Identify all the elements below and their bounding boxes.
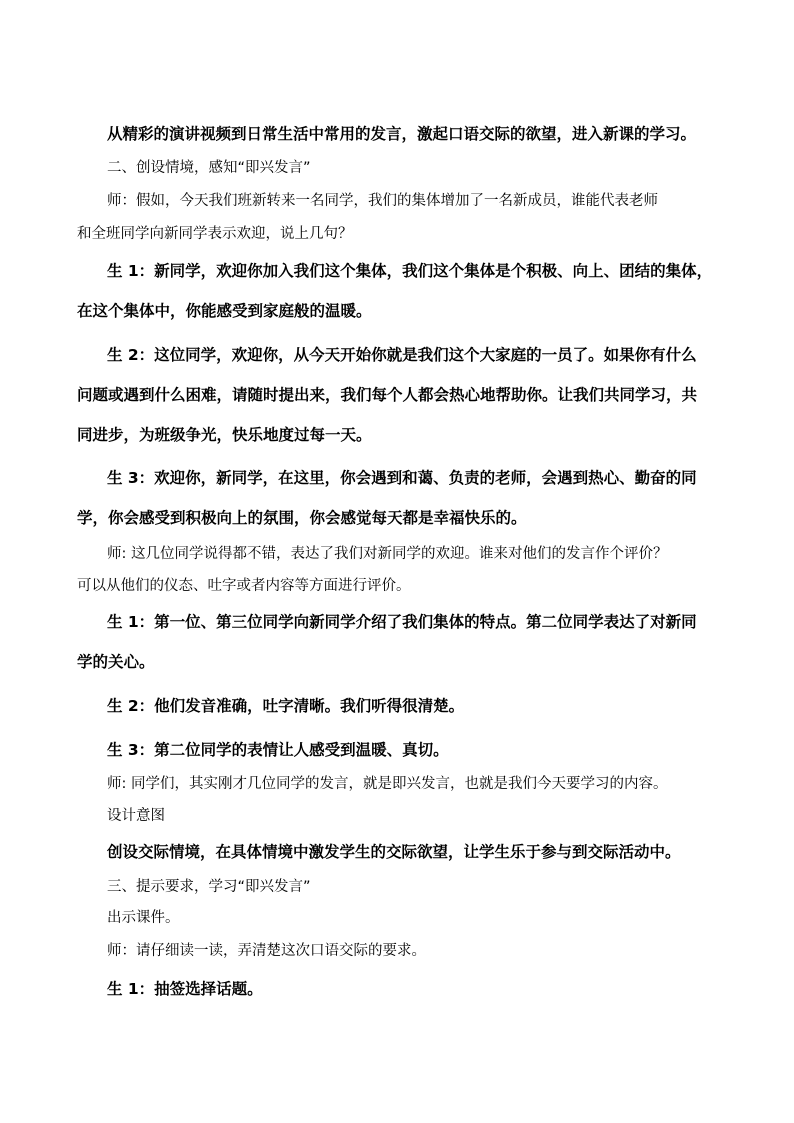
text-line: 生 1：第一位、第三位同学向新同学介绍了我们集体的特点。第二位同学表达了对新同 bbox=[107, 613, 697, 631]
text-line: 和全班同学向新同学表示欢迎，说上几句？ bbox=[77, 226, 353, 242]
text-line: 生 2：他们发音准确，吐字清晰。我们听得很清楚。 bbox=[107, 697, 465, 715]
text-line: 问题或遇到什么困难，请随时提出来，我们每个人都会热心地帮助你。让我们共同学习，共 bbox=[77, 386, 698, 404]
text-line: 在这个集体中，你能感受到家庭般的温暖。 bbox=[77, 302, 372, 320]
text-line: 师: 这几位同学说得都不错，表达了我们对新同学的欢迎。谁来对他们的发言作个评价？ bbox=[107, 546, 668, 562]
design-intent-heading: 设计意图 bbox=[107, 808, 165, 824]
text-line: 生 1：抽签选择话题。 bbox=[107, 980, 263, 998]
text-line: 生 1：新同学，欢迎你加入我们这个集体，我们这个集体是个积极、向上、团结的集体， bbox=[107, 262, 713, 280]
text-line: 生 3：第二位同学的表情让人感受到温暖、真切。 bbox=[107, 741, 449, 759]
text-line: 学的关心。 bbox=[77, 653, 155, 671]
text-line: 师: 同学们，其实刚才几位同学的发言，就是即兴发言，也就是我们今天要学习的内容。 bbox=[107, 776, 668, 792]
text-line: 创设交际情境，在具体情境中激发学生的交际欲望，让学生乐于参与到交际活动中。 bbox=[107, 843, 681, 861]
text-line: 同进步，为班级争光，快乐地度过每一天。 bbox=[77, 426, 372, 444]
section-heading: 二、创设情境，感知“即兴发言” bbox=[107, 160, 311, 176]
section-heading: 三、提示要求，学习“即兴发言” bbox=[107, 879, 311, 895]
text-line: 可以从他们的仪态、吐字或者内容等方面进行评价。 bbox=[77, 578, 411, 594]
text-line: 学，你会感受到积极向上的氛围，你会感觉每天都是幸福快乐的。 bbox=[77, 509, 527, 527]
text-line: 生 3：欢迎你，新同学，在这里，你会遇到和蔼、负责的老师，会遇到热心、勤奋的同 bbox=[107, 469, 697, 487]
text-line: 生 2：这位同学，欢迎你，从今天开始你就是我们这个大家庭的一员了。如果你有什么 bbox=[107, 346, 697, 364]
text-line: 从精彩的演讲视频到日常生活中常用的发言，激起口语交际的欲望，进入新课的学习。 bbox=[107, 125, 697, 143]
text-line: 出示课件。 bbox=[107, 910, 180, 926]
text-line: 师：请仔细读一读，弄清楚这次口语交际的要求。 bbox=[107, 943, 426, 959]
text-line: 师：假如，今天我们班新转来一名同学，我们的集体增加了一名新成员，谁能代表老师 bbox=[107, 193, 658, 209]
